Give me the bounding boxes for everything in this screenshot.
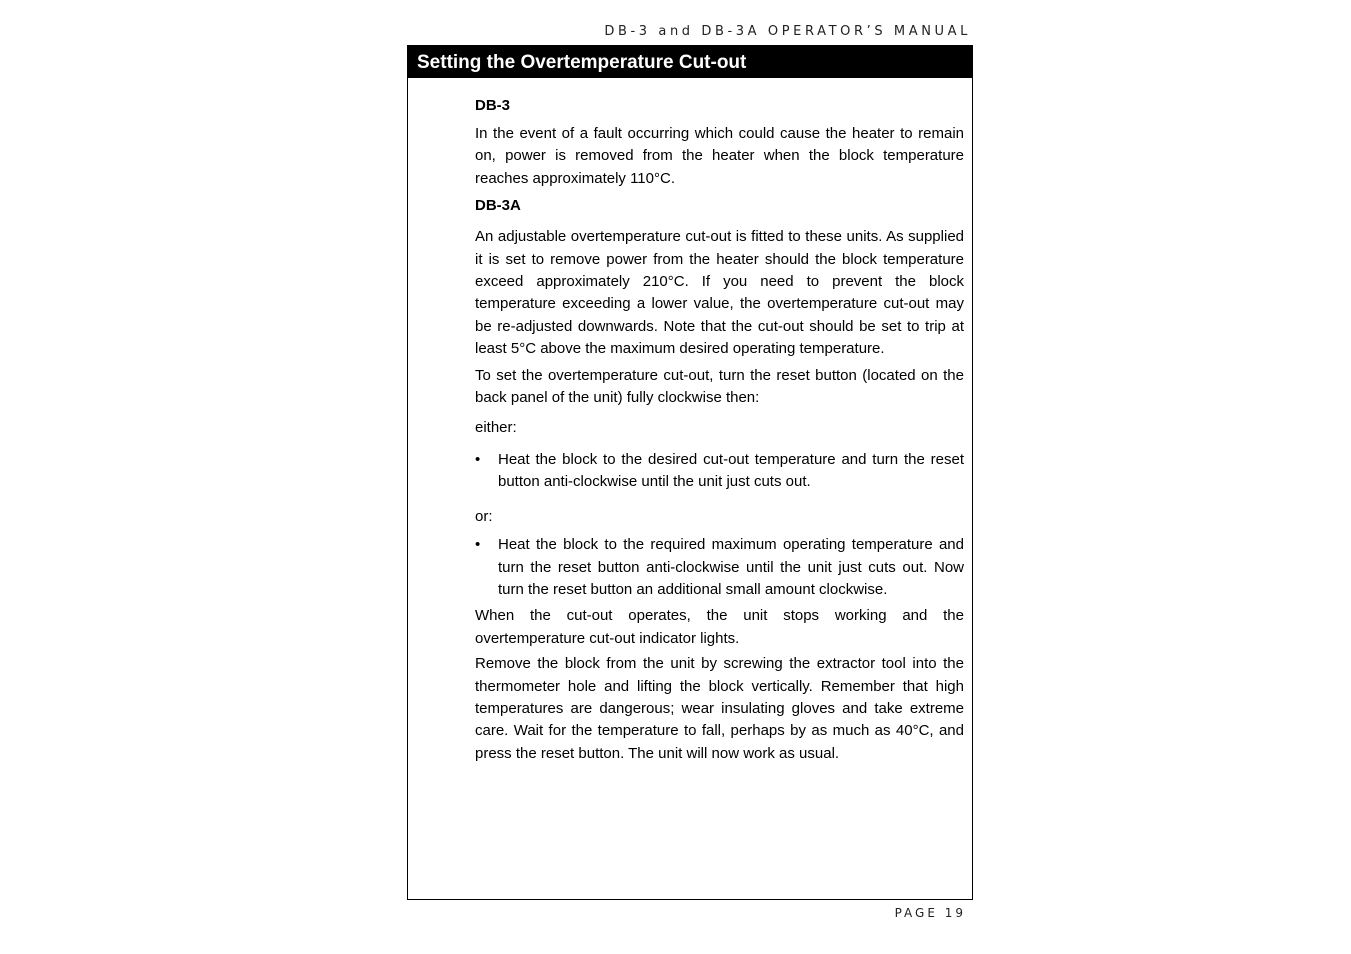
bullet-text-2: Heat the block to the required maximum operating temperature and turn the reset button anti-clockwise until the unit just cuts out. Now turn the reset button an additional small amount clockwise.: [498, 536, 964, 598]
page-number: PAGE 19: [894, 906, 966, 920]
or-label: or:: [475, 507, 493, 525]
db3-paragraph: In the event of a fault occurring which could cause the heater to remain on, power is removed from the heater when the block temperature reaches approximately 110°C.: [475, 125, 964, 187]
section-title: Setting the Overtemperature Cut-out: [408, 46, 972, 78]
db3a-paragraph-2: To set the overtemperature cut-out, turn the reset button (located on the back panel of the unit) fully clockwise then:: [475, 366, 964, 407]
db3a-paragraph-3: When the cut-out operates, the unit stops working and the overtemperature cut-out indicator lights.: [475, 607, 964, 647]
bullet-item-1: [475, 449, 964, 494]
db3a-heading: DB-3A: [475, 197, 521, 215]
db3-heading: DB-3: [475, 97, 511, 114]
bullet-icon: •: [475, 536, 481, 554]
db3a-paragraph-1: An adjustable overtemperature cut-out is fitted to these units. As supplied it is set to remove power from the heater should the block temperature exceed approximately 210°C. If you need to prevent the block temperature exceeding a lower value, the overtemperature cut-out may be re-adjusted downwards. Note that the cut-out should be set to trip at least 5°C above the maximum desired operating temperature.: [475, 228, 964, 358]
bullet-icon: •: [475, 450, 481, 468]
running-header: DB-3 and DB-3A OPERATOR’S MANUAL: [604, 24, 971, 39]
bullet-item-2: [475, 534, 964, 601]
either-label: either:: [475, 419, 517, 437]
bullet-text-1: Heat the block to the desired cut-out temperature and turn the reset button anti-clockwise until the unit just cuts out.: [498, 450, 964, 491]
db3a-paragraph-4: Remove the block from the unit by screwing the extractor tool into the thermometer hole and lifting the block vertically. Remember that high temperatures are dangerous; wear insulating gloves and take extreme care. Wait for the temperature to fall, perhaps by as much as 40°C, and press the reset button. The unit will now work as usual.: [475, 655, 964, 762]
manual-page-frame: [407, 45, 973, 900]
section-content: [475, 95, 964, 765]
